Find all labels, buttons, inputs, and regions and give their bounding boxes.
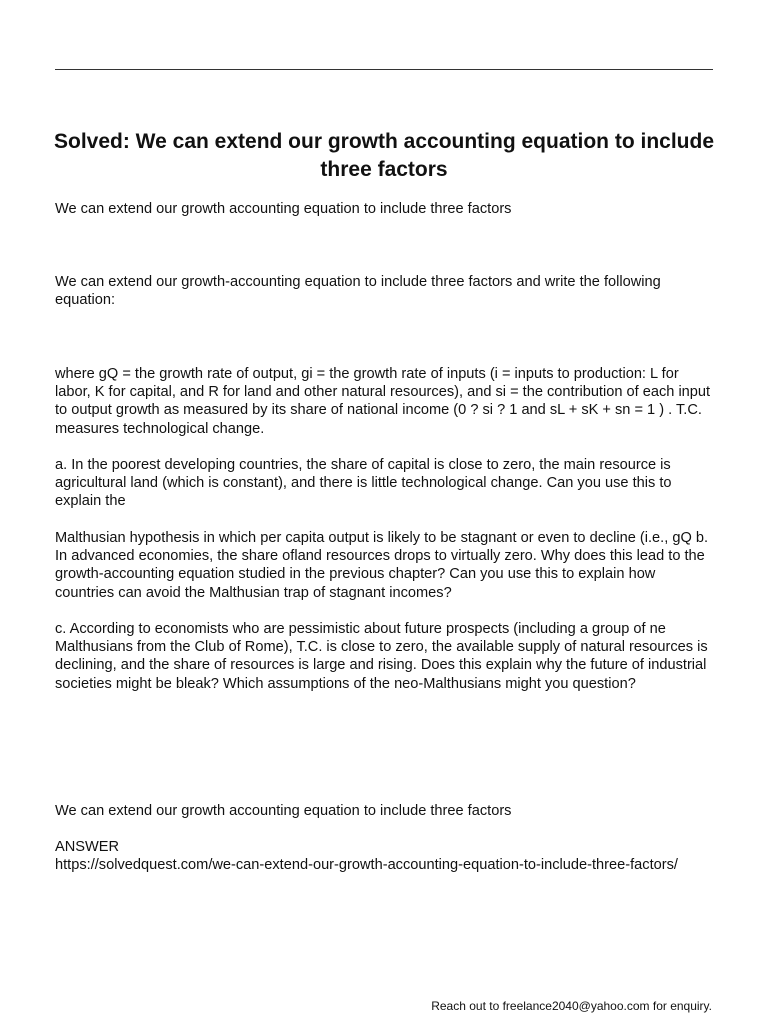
question-a-paragraph: a. In the poorest developing countries, the share of capital is close to zero, the main resource is agricultural land (which is constant), and there is little technological change. Can you use this to explain the: [55, 457, 672, 510]
header-divider: [55, 69, 713, 70]
question-c-paragraph: c. According to economists who are pessimistic about future prospects (including a group of ne Malthusians from the Club of Rome), T.C. is close to zero, the available supply of natural resources is declining, and the share of resources is large and rising. Does this explain why the future of industrial societies might be bleak? Which assumptions of the neo-Malthusians might you question?: [55, 621, 708, 692]
repeat-heading: We can extend our growth accounting equation to include three factors: [55, 803, 512, 819]
answer-block: [55, 838, 715, 874]
answer-link[interactable]: https://solvedquest.com/we-can-extend-our-growth-accounting-equation-to-include-three-factors/: [55, 857, 678, 874]
equation-intro-paragraph: We can extend our growth-accounting equation to include three factors and write the following equation:: [55, 274, 661, 309]
definitions-paragraph: where gQ = the growth rate of output, gi = the growth rate of inputs (i = inputs to production: L for labor, K for capital, and R for land and other natural resources), and si = the contribution of each input to output growth as measured by its share of national income (0 ? si ? 1 and sL + sK + sn = 1 ) . T.C. measures technological change.: [55, 366, 711, 437]
question-b-paragraph: Malthusian hypothesis in which per capita output is likely to be stagnant or even to decline (i.e., gQ b. In advanced economies, the share ofland resources drops to virtually zero. Why does this lead to the growth-accounting equation studied in the previous chapter? Can you use this to explain how countries can avoid the Malthusian trap of stagnant incomes?: [55, 530, 709, 601]
answer-label: ANSWER: [55, 839, 120, 855]
intro-paragraph: We can extend our growth accounting equation to include three factors: [55, 201, 512, 217]
page-title: Solved: We can extend our growth accounting equation to include three factors: [54, 130, 714, 181]
footer-contact: Reach out to freelance2040@yahoo.com for enquiry.: [431, 999, 712, 1013]
